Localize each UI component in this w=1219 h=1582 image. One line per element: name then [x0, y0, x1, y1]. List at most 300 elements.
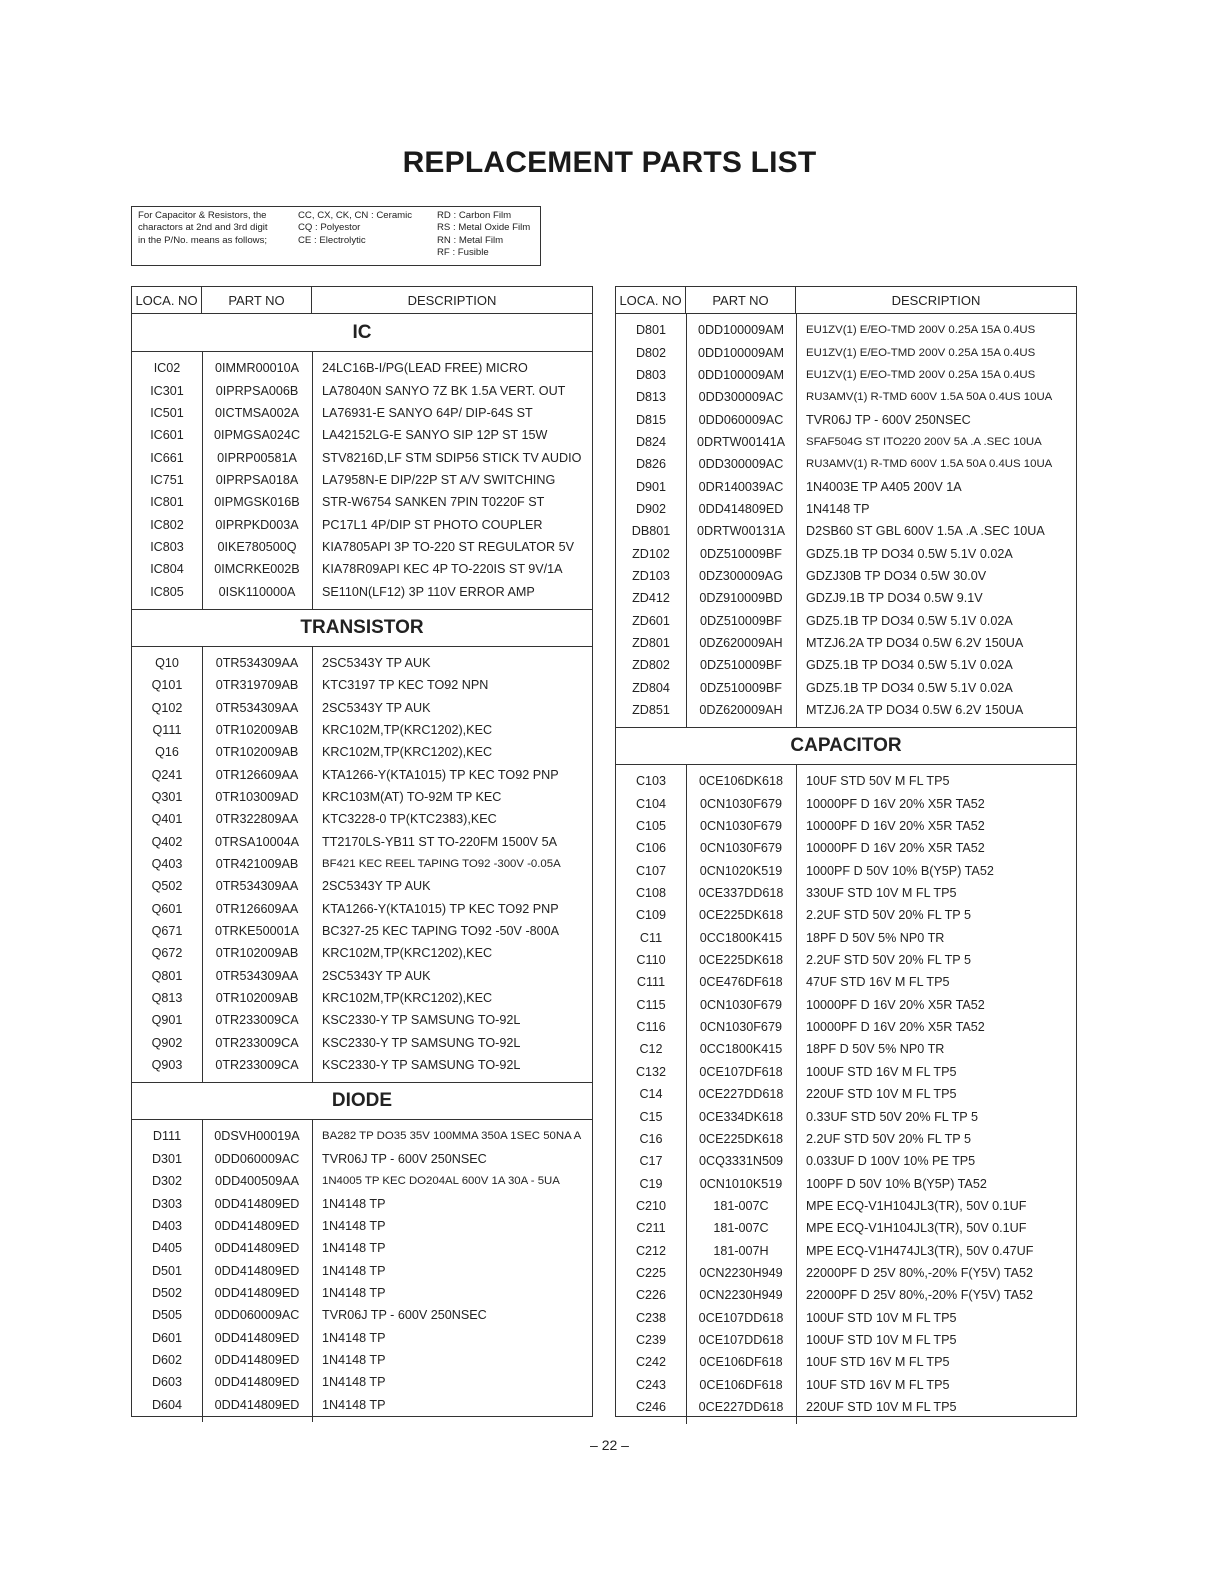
description-cell: 22000PF D 25V 80%,-20% F(Y5V) TA52: [806, 1288, 1034, 1303]
loca-no-cell: IC661: [150, 450, 184, 465]
abbreviation-legend: [131, 206, 541, 266]
loca-no-cell: Q813: [151, 991, 183, 1006]
loca-no-cell: C212: [635, 1243, 667, 1258]
part-no-cell: 0CE225DK618: [698, 953, 784, 968]
loca-no-cell: D501: [151, 1263, 183, 1278]
table-row: [132, 696, 592, 718]
table-row: [616, 971, 1076, 993]
description-cell: EU1ZV(1) E/EO-TMD 200V 0.25A 15A 0.4US: [806, 324, 1036, 337]
part-no-cell: 0IMMR00010A: [215, 361, 299, 376]
part-no-cell: 0TR534309AA: [215, 700, 299, 715]
part-no-cell: 0CE227DD618: [698, 1399, 784, 1414]
loca-no-cell: ZD102: [632, 546, 670, 561]
table-row: [616, 927, 1076, 949]
loca-no-cell: D303: [151, 1196, 183, 1211]
description-cell: 1N4148 TP: [322, 1218, 386, 1233]
table-row: [132, 898, 592, 920]
loca-no-cell: Q902: [151, 1035, 183, 1050]
table-row: [616, 1105, 1076, 1127]
loca-no-cell: D301: [151, 1151, 183, 1166]
description-cell: 1N4148 TP: [322, 1285, 386, 1300]
part-no-cell: 0TR103009AD: [215, 790, 299, 805]
loca-no-cell: Q671: [151, 924, 183, 939]
loca-no-cell: C210: [635, 1198, 667, 1213]
loca-no-cell: IC02: [153, 361, 181, 376]
description-cell: 47UF STD 16V M FL TP5: [806, 975, 950, 990]
description-cell: 2SC5343Y TP AUK: [322, 700, 431, 715]
part-no-cell: 0DZ510009BF: [700, 658, 782, 673]
part-no-cell: 0IPRPKD003A: [215, 517, 299, 532]
description-cell: 10000PF D 16V 20% X5R TA52: [806, 1020, 985, 1035]
table-row: [132, 920, 592, 942]
loca-no-cell: Q901: [151, 1013, 183, 1028]
legend-intro: [138, 210, 268, 247]
row-group: [132, 1120, 592, 1421]
part-no-cell: 0DD100009AM: [697, 345, 785, 360]
description-cell: 1N4148 TP: [322, 1375, 386, 1390]
description-cell: EU1ZV(1) E/EO-TMD 200V 0.25A 15A 0.4US: [806, 346, 1036, 359]
table-row: [132, 853, 592, 875]
loca-no-cell: D502: [151, 1285, 183, 1300]
description-cell: 1N4148 TP: [322, 1330, 386, 1345]
part-no-cell: 0ICTMSA002A: [215, 405, 299, 420]
loca-no-cell: ZD412: [632, 591, 670, 606]
part-no-cell: 0CE106DF618: [699, 1377, 783, 1392]
description-cell: BA282 TP DO35 35V 100MMA 350A 1SEC 50NA A: [322, 1130, 582, 1143]
loca-no-cell: C17: [639, 1154, 663, 1169]
loca-no-cell: D801: [635, 323, 667, 338]
description-cell: KSC2330-Y TP SAMSUNG TO-92L: [322, 1058, 521, 1073]
table-header: [616, 287, 1076, 314]
table-row: [132, 1125, 592, 1147]
table-row: [132, 1326, 592, 1348]
description-cell: GDZ5.1B TP DO34 0.5W 5.1V 0.02A: [806, 658, 1013, 673]
description-cell: 100PF D 50V 10% B(Y5P) TA52: [806, 1176, 987, 1191]
loca-no-cell: C243: [635, 1377, 667, 1392]
description-cell: KRC102M,TP(KRC1202),KEC: [322, 722, 493, 737]
part-no-cell: 0CN1020K519: [699, 863, 783, 878]
description-cell: PC17L1 4P/DIP ST PHOTO COUPLER: [322, 517, 543, 532]
loca-no-cell: Q241: [151, 767, 183, 782]
loca-no-cell: IC803: [150, 539, 184, 554]
parts-table-right: [615, 286, 1077, 1417]
part-no-cell: 181-007C: [713, 1198, 769, 1213]
loca-no-cell: C106: [635, 841, 667, 856]
part-no-cell: 0TR233009CA: [215, 1035, 299, 1050]
loca-no-cell: D603: [151, 1375, 183, 1390]
loca-no-cell: Q101: [151, 678, 183, 693]
loca-no-cell: D405: [151, 1241, 183, 1256]
table-row: [132, 875, 592, 897]
loca-no-cell: Q801: [151, 968, 183, 983]
table-row: [132, 1349, 592, 1371]
table-row: [616, 1351, 1076, 1373]
loca-no-cell: C211: [636, 1221, 666, 1236]
table-row: [616, 1128, 1076, 1150]
loca-no-cell: IC802: [150, 517, 184, 532]
loca-no-cell: D601: [151, 1330, 183, 1345]
loca-no-cell: C15: [639, 1109, 663, 1124]
description-cell: STR-W6754 SANKEN 7PIN T0220F ST: [322, 495, 545, 510]
loca-no-cell: C19: [639, 1176, 663, 1191]
table-row: [616, 1396, 1076, 1418]
description-cell: TVR06J TP - 600V 250NSEC: [806, 412, 971, 427]
part-no-cell: 0TRSA10004A: [214, 834, 299, 849]
table-row: [616, 1195, 1076, 1217]
description-cell: KRC103M(AT) TO-92M TP KEC: [322, 790, 502, 805]
description-cell: 1N4003E TP A405 200V 1A: [806, 479, 962, 494]
part-no-cell: 0DZ510009BF: [700, 613, 782, 628]
loca-no-cell: D604: [151, 1397, 183, 1412]
loca-no-cell: C107: [635, 863, 667, 878]
description-cell: TT2170LS-YB11 ST TO-220FM 1500V 5A: [322, 834, 557, 849]
table-body: [132, 314, 592, 1422]
description-cell: 10UF STD 50V M FL TP5: [806, 774, 950, 789]
part-no-cell: 0CE227DD618: [698, 1087, 784, 1102]
description-cell: 0.33UF STD 50V 20% FL TP 5: [806, 1109, 978, 1124]
description-cell: GDZJ9.1B TP DO34 0.5W 9.1V: [806, 591, 983, 606]
loca-no-cell: C239: [635, 1332, 667, 1347]
section-heading: CAPACITOR: [616, 727, 1076, 765]
part-no-cell: 0TR126609AA: [215, 767, 299, 782]
description-cell: KTA1266-Y(KTA1015) TP KEC TO92 PNP: [322, 901, 559, 916]
description-cell: LA42152LG-E SANYO SIP 12P ST 15W: [322, 428, 548, 443]
page-number: – 22 –: [590, 1437, 629, 1453]
part-no-cell: 0CN2230H949: [699, 1288, 783, 1303]
loca-no-cell: C242: [635, 1355, 667, 1370]
header-description: DESCRIPTION: [407, 292, 497, 308]
loca-no-cell: C115: [636, 997, 666, 1012]
loca-no-cell: ZD802: [632, 658, 670, 673]
loca-no-cell: C14: [639, 1087, 663, 1102]
loca-no-cell: Q601: [151, 901, 183, 916]
description-cell: GDZ5.1B TP DO34 0.5W 5.1V 0.02A: [806, 546, 1013, 561]
part-no-cell: 0CE107DF618: [699, 1064, 783, 1079]
table-row: [132, 674, 592, 696]
header-description: DESCRIPTION: [891, 292, 981, 308]
part-no-cell: 0DD400509AA: [214, 1174, 300, 1189]
loca-no-cell: Q401: [151, 812, 183, 827]
part-no-cell: 0IPMGSA024C: [213, 428, 301, 443]
loca-no-cell: D813: [635, 390, 667, 405]
part-no-cell: 0IKE780500Q: [217, 539, 297, 554]
table-row: [616, 677, 1076, 699]
section-heading: TRANSISTOR: [132, 609, 592, 647]
table-row: [616, 565, 1076, 587]
table-row: [132, 942, 592, 964]
description-cell: LA76931-E SANYO 64P/ DIP-64S ST: [322, 405, 533, 420]
description-cell: 22000PF D 25V 80%,-20% F(Y5V) TA52: [806, 1265, 1034, 1280]
table-row: [616, 699, 1076, 721]
table-row: [132, 719, 592, 741]
part-no-cell: 0TR126609AA: [215, 901, 299, 916]
table-row: [616, 364, 1076, 386]
loca-no-cell: Q502: [151, 879, 183, 894]
legend-line: For Capacitor & Resistors, the: [138, 210, 267, 221]
part-no-cell: 0CE337DD618: [698, 886, 784, 901]
row-group: [132, 647, 592, 1083]
description-cell: 18PF D 50V 5% NP0 TR: [806, 930, 945, 945]
loca-no-cell: C110: [636, 953, 666, 968]
description-cell: 10000PF D 16V 20% X5R TA52: [806, 997, 985, 1012]
table-row: [132, 786, 592, 808]
table-row: [132, 831, 592, 853]
table-row: [132, 1304, 592, 1326]
part-no-cell: 0DZ510009BF: [700, 546, 782, 561]
part-no-cell: 0CE476DF618: [699, 975, 783, 990]
loca-no-cell: D403: [151, 1218, 183, 1233]
table-row: [132, 1192, 592, 1214]
table-row: [132, 965, 592, 987]
loca-no-cell: IC751: [150, 472, 184, 487]
description-cell: MPE ECQ-V1H474JL3(TR), 50V 0.47UF: [806, 1243, 1034, 1258]
table-row: [616, 1329, 1076, 1351]
part-no-cell: 0CN1030F679: [700, 997, 782, 1012]
part-no-cell: 0CE225DK618: [698, 1131, 784, 1146]
part-no-cell: 0TR233009CA: [215, 1058, 299, 1073]
description-cell: 2SC5343Y TP AUK: [322, 655, 431, 670]
part-no-cell: 0TR534309AA: [215, 879, 299, 894]
part-no-cell: 0CE106DK618: [698, 774, 784, 789]
description-cell: SFAF504G ST ITO220 200V 5A .A .SEC 10UA: [806, 435, 1042, 448]
table-row: [132, 580, 592, 602]
description-cell: RU3AMV(1) R-TMD 600V 1.5A 50A 0.4US 10UA: [806, 391, 1053, 404]
part-no-cell: 0TR233009CA: [215, 1013, 299, 1028]
table-body: [616, 314, 1076, 1424]
description-cell: 100UF STD 10V M FL TP5: [806, 1332, 957, 1347]
part-no-cell: 0IMCRKE002B: [214, 562, 300, 577]
loca-no-cell: Q301: [151, 790, 183, 805]
loca-no-cell: Q672: [151, 946, 183, 961]
part-no-cell: 0IPRPSA006B: [215, 383, 299, 398]
loca-no-cell: IC804: [150, 562, 184, 577]
table-row: [132, 469, 592, 491]
loca-no-cell: D505: [151, 1308, 183, 1323]
table-row: [616, 431, 1076, 453]
description-cell: KSC2330-Y TP SAMSUNG TO-92L: [322, 1013, 521, 1028]
part-no-cell: 0CN1030F679: [700, 819, 782, 834]
table-row: [132, 1054, 592, 1076]
description-cell: 10000PF D 16V 20% X5R TA52: [806, 819, 985, 834]
loca-no-cell: Q903: [151, 1058, 183, 1073]
legend-line: in the P/No. means as follows;: [138, 234, 268, 246]
table-row: [616, 1217, 1076, 1239]
header-loca-no: LOCA. NO: [132, 287, 202, 313]
loca-no-cell: IC805: [150, 584, 184, 599]
loca-no-cell: D802: [635, 345, 667, 360]
legend-capacitor-codes: [298, 210, 412, 247]
loca-no-cell: D111: [152, 1129, 182, 1144]
description-cell: GDZJ30B TP DO34 0.5W 30.0V: [806, 568, 987, 583]
row-group: [132, 352, 592, 609]
part-no-cell: 0DD300009AC: [698, 390, 784, 405]
loca-no-cell: ZD801: [632, 635, 670, 650]
part-no-cell: 0DZ620009AH: [699, 703, 783, 718]
description-cell: 2.2UF STD 50V 20% FL TP 5: [806, 1131, 971, 1146]
legend-line: RN : Metal Film: [437, 234, 504, 246]
table-row: [132, 446, 592, 468]
parts-table-left: [131, 286, 593, 1417]
table-row: [616, 386, 1076, 408]
table-row: [616, 837, 1076, 859]
loca-no-cell: D826: [635, 457, 667, 472]
table-row: [616, 904, 1076, 926]
loca-no-cell: C104: [635, 796, 667, 811]
description-cell: TVR06J TP - 600V 250NSEC: [322, 1308, 487, 1323]
loca-no-cell: Q10: [155, 655, 179, 670]
table-row: [616, 654, 1076, 676]
loca-no-cell: ZD851: [632, 703, 670, 718]
description-cell: 1N4148 TP: [322, 1397, 386, 1412]
table-row: [616, 520, 1076, 542]
table-row: [132, 1170, 592, 1192]
part-no-cell: 0DR140039AC: [698, 479, 784, 494]
description-cell: LA7958N-E DIP/22P ST A/V SWITCHING: [322, 472, 556, 487]
table-row: [616, 882, 1076, 904]
description-cell: 1N4148 TP: [322, 1263, 386, 1278]
loca-no-cell: D302: [151, 1174, 183, 1189]
table-row: [132, 1371, 592, 1393]
description-cell: KTA1266-Y(KTA1015) TP KEC TO92 PNP: [322, 767, 559, 782]
legend-line: CQ : Polyestor: [298, 222, 361, 234]
part-no-cell: 0DZ910009BD: [699, 591, 783, 606]
part-no-cell: 0DD414809ED: [214, 1263, 300, 1278]
table-row: [132, 402, 592, 424]
part-no-cell: 0CE107DD618: [698, 1310, 784, 1325]
loca-no-cell: Q102: [151, 700, 183, 715]
table-row: [616, 1306, 1076, 1328]
part-no-cell: 181-007C: [713, 1221, 769, 1236]
description-cell: KSC2330-Y TP SAMSUNG TO-92L: [322, 1035, 521, 1050]
table-row: [132, 1237, 592, 1259]
table-row: [132, 764, 592, 786]
description-cell: LA78040N SANYO 7Z BK 1.5A VERT. OUT: [322, 383, 566, 398]
part-no-cell: 0DD060009AC: [698, 412, 784, 427]
description-cell: 18PF D 50V 5% NP0 TR: [806, 1042, 945, 1057]
part-no-cell: 0CC1800K415: [699, 930, 783, 945]
table-row: [132, 491, 592, 513]
table-row: [132, 536, 592, 558]
description-cell: GDZ5.1B TP DO34 0.5W 5.1V 0.02A: [806, 613, 1013, 628]
part-no-cell: 0DD060009AC: [214, 1151, 300, 1166]
table-row: [616, 542, 1076, 564]
loca-no-cell: Q16: [155, 745, 179, 760]
table-row: [616, 1016, 1076, 1038]
loca-no-cell: C103: [635, 774, 667, 789]
table-row: [616, 475, 1076, 497]
loca-no-cell: C12: [639, 1042, 663, 1057]
table-header: [132, 287, 592, 314]
part-no-cell: 0DSVH00019A: [214, 1129, 300, 1144]
table-row: [616, 1150, 1076, 1172]
part-no-cell: 0TR102009AB: [215, 722, 299, 737]
part-no-cell: 0CE334DK618: [698, 1109, 784, 1124]
part-no-cell: 0DD300009AC: [698, 457, 784, 472]
description-cell: 1N4148 TP: [806, 501, 870, 516]
part-no-cell: 0TR322809AA: [215, 812, 299, 827]
table-row: [616, 587, 1076, 609]
table-row: [616, 609, 1076, 631]
loca-no-cell: C238: [635, 1310, 667, 1325]
loca-no-cell: D824: [635, 434, 667, 449]
part-no-cell: 0CN2230H949: [699, 1265, 783, 1280]
description-cell: 220UF STD 10V M FL TP5: [806, 1399, 957, 1414]
description-cell: MTZJ6.2A TP DO34 0.5W 6.2V 150UA: [806, 703, 1024, 718]
part-no-cell: 0DD414809ED: [214, 1330, 300, 1345]
part-no-cell: 181-007H: [713, 1243, 769, 1258]
table-row: [616, 770, 1076, 792]
table-row: [616, 498, 1076, 520]
table-row: [132, 379, 592, 401]
legend-line: RD : Carbon Film: [437, 210, 512, 221]
description-cell: KTC3228-0 TP(KTC2383),KEC: [322, 812, 497, 827]
description-cell: D2SB60 ST GBL 600V 1.5A .A .SEC 10UA: [806, 524, 1045, 539]
legend-line: charactors at 2nd and 3rd digit: [138, 222, 268, 234]
table-row: [132, 558, 592, 580]
loca-no-cell: C226: [635, 1288, 667, 1303]
part-no-cell: 0DZ510009BF: [700, 680, 782, 695]
description-cell: 1N4148 TP: [322, 1241, 386, 1256]
legend-resistor-codes: [437, 210, 530, 260]
loca-no-cell: C225: [635, 1265, 667, 1280]
part-no-cell: 0DRTW00131A: [697, 524, 785, 539]
description-cell: EU1ZV(1) E/EO-TMD 200V 0.25A 15A 0.4US: [806, 368, 1036, 381]
description-cell: STV8216D,LF STM SDIP56 STICK TV AUDIO: [322, 450, 582, 465]
description-cell: 220UF STD 10V M FL TP5: [806, 1087, 957, 1102]
part-no-cell: 0CE107DD618: [698, 1332, 784, 1347]
loca-no-cell: IC801: [150, 495, 184, 510]
part-no-cell: 0DD414809ED: [214, 1196, 300, 1211]
loca-no-cell: C116: [636, 1020, 666, 1035]
loca-no-cell: D602: [151, 1352, 183, 1367]
loca-no-cell: C132: [635, 1064, 667, 1079]
part-no-cell: 0CQ3331N509: [698, 1154, 784, 1169]
part-no-cell: 0DD414809ED: [214, 1352, 300, 1367]
part-no-cell: 0TR319709AB: [215, 678, 299, 693]
table-row: [616, 815, 1076, 837]
loca-no-cell: Q403: [151, 857, 183, 872]
section-heading: DIODE: [132, 1082, 592, 1120]
loca-no-cell: DB801: [631, 524, 671, 539]
table-row: [616, 319, 1076, 341]
table-row: [132, 1282, 592, 1304]
table-row: [132, 808, 592, 830]
table-row: [132, 1009, 592, 1031]
description-cell: 24LC16B-I/PG(LEAD FREE) MICRO: [322, 361, 528, 376]
legend-line: CC, CX, CK, CN : Ceramic: [298, 210, 413, 221]
table-row: [616, 1373, 1076, 1395]
description-cell: GDZ5.1B TP DO34 0.5W 5.1V 0.02A: [806, 680, 1013, 695]
table-row: [132, 741, 592, 763]
table-row: [132, 357, 592, 379]
loca-no-cell: D815: [635, 412, 667, 427]
table-row: [616, 632, 1076, 654]
header-loca-no: LOCA. NO: [616, 287, 686, 313]
loca-no-cell: C109: [635, 908, 667, 923]
description-cell: MPE ECQ-V1H104JL3(TR), 50V 0.1UF: [806, 1198, 1027, 1213]
part-no-cell: 0IPMGSK016B: [214, 495, 300, 510]
description-cell: 1000PF D 50V 10% B(Y5P) TA52: [806, 863, 994, 878]
page-title: REPLACEMENT PARTS LIST: [402, 146, 817, 179]
part-no-cell: 0DD414809ED: [214, 1397, 300, 1412]
description-cell: 100UF STD 16V M FL TP5: [806, 1064, 957, 1079]
legend-line: RS : Metal Oxide Film: [437, 222, 531, 234]
description-cell: 2SC5343Y TP AUK: [322, 968, 431, 983]
description-cell: KTC3197 TP KEC TO92 NPN: [322, 678, 489, 693]
description-cell: TVR06J TP - 600V 250NSEC: [322, 1151, 487, 1166]
table-row: [616, 949, 1076, 971]
part-no-cell: 0DD100009AM: [697, 323, 785, 338]
